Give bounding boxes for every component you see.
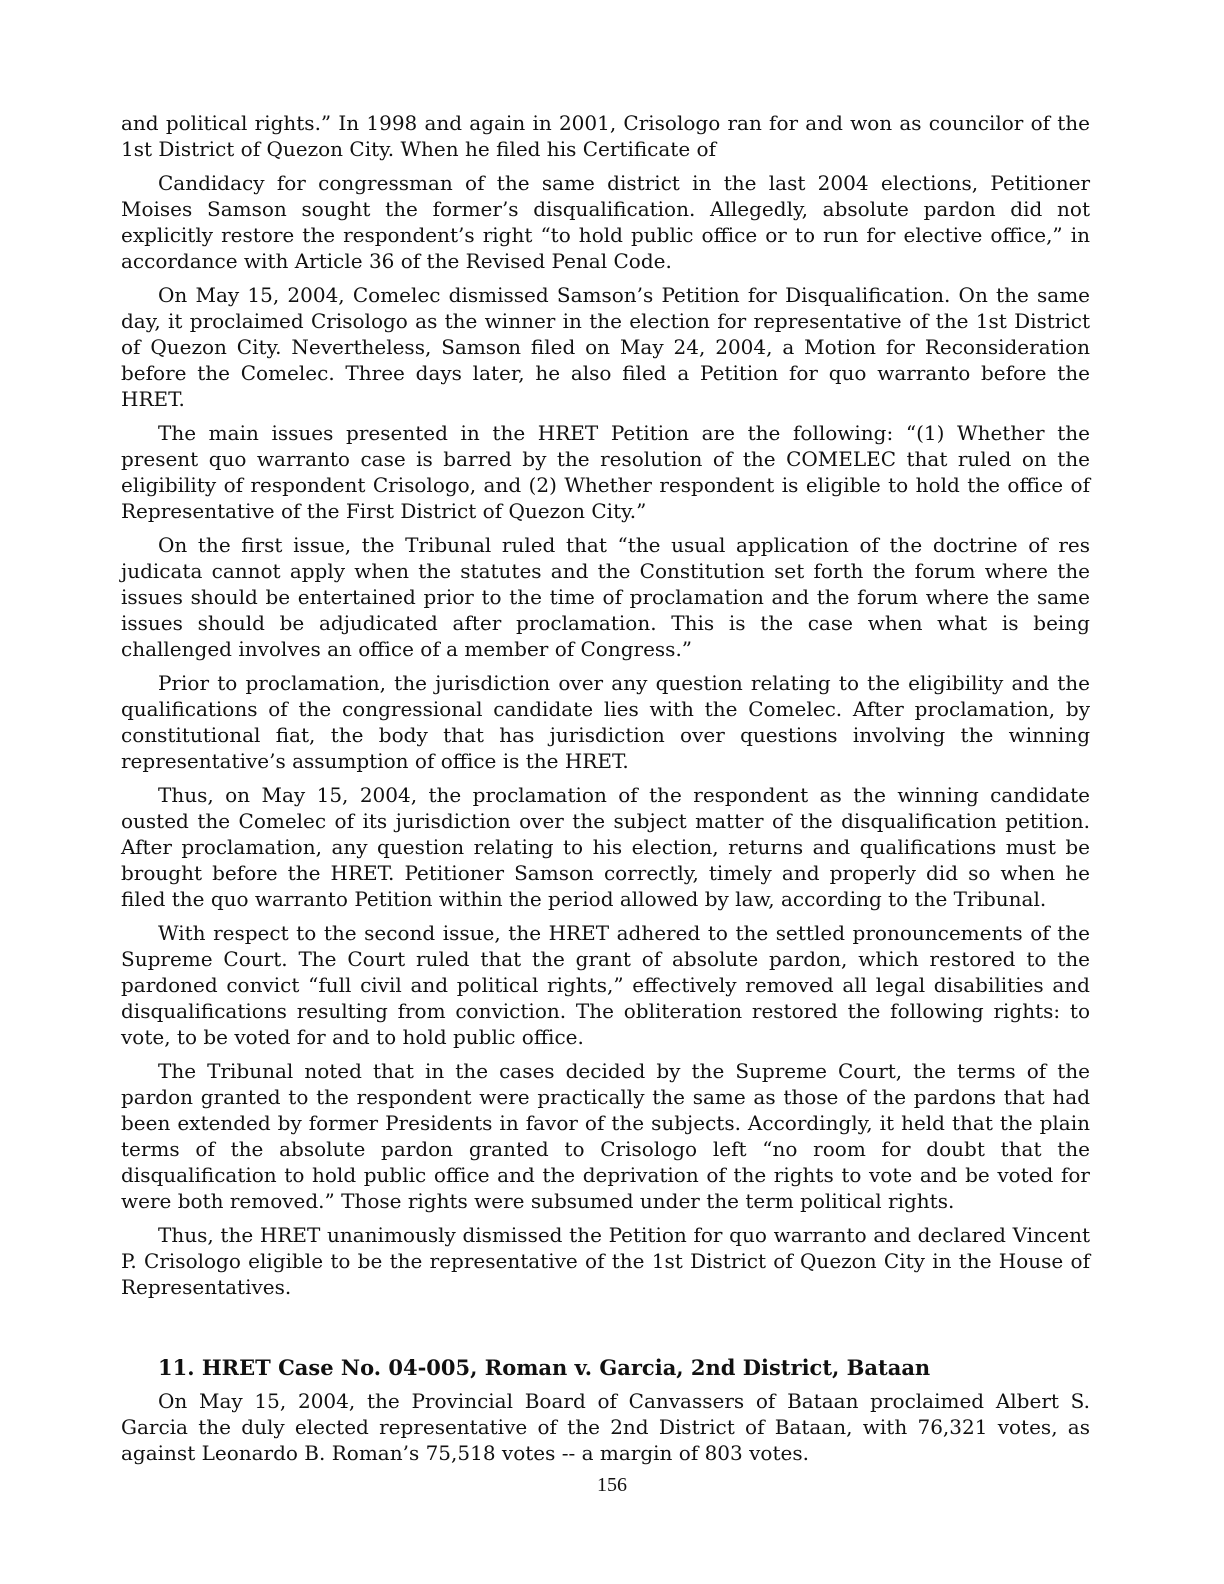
page-number: 156 <box>597 1474 627 1496</box>
section-paragraph: On May 15, 2004, the Provincial Board of Canvassers of Bataan proclaimed Albert S. Garcia the duly elected representative of the 2nd District of Bataan, with 76,321 votes, as against Leonardo B. Roman’s 75,518 votes -- a margin of 803 votes. <box>121 1389 1090 1465</box>
paragraph: On the first issue, the Tribunal ruled that “the usual application of the doctrine of res judicata cannot apply when the statutes and the Constitution set forth the forum where the issues should be entertained prior to the time of proclamation and the forum where the same issues should be adjudicated after proclamation. This is the case when what is being challenged involves an office of a member of Congress.” <box>121 533 1090 661</box>
document-page <box>121 110 1090 1474</box>
paragraph: Candidacy for congressman of the same district in the last 2004 elections, Petitioner Moises Samson sought the former’s disqualification. Allegedly, absolute pardon did not explicitly restore the respondent’s right “to hold public office or to run for elective office,” in accordance with Article 36 of the Revised Penal Code. <box>121 171 1090 273</box>
paragraph: On May 15, 2004, Comelec dismissed Samson’s Petition for Disqualification. On the same day, it proclaimed Crisologo as the winner in the election for representative of the 1st District of Quezon City. Nevertheless, Samson filed on May 24, 2004, a Motion for Reconsideration before the Comelec. Three days later, he also filed a Petition for quo warranto before the HRET. <box>121 283 1090 411</box>
paragraph: The Tribunal noted that in the cases decided by the Supreme Court, the terms of the pardon granted to the respondent were practically the same as those of the pardons that had been extended by former Presidents in favor of the subjects. Accordingly, it held that the plain terms of the absolute pardon granted to Crisologo left “no room for doubt that the disqualification to hold public office and the deprivation of the rights to vote and be voted for were both removed.” Those rights were subsumed under the term political rights. <box>121 1059 1090 1213</box>
paragraph: With respect to the second issue, the HRET adhered to the settled pronouncements of the Supreme Court. The Court ruled that the grant of absolute pardon, which restored to the pardoned convict “full civil and political rights,” effectively removed all legal disabilities and disqualifications resulting from conviction. The obliteration restored the following rights: to vote, to be voted for and to hold public office. <box>121 921 1090 1049</box>
paragraph: Thus, the HRET unanimously dismissed the Petition for quo warranto and declared Vincent P. Crisologo eligible to be the representative of the 1st District of Quezon City in the House of Representatives. <box>121 1223 1090 1299</box>
paragraph: Prior to proclamation, the jurisdiction over any question relating to the eligibility and the qualifications of the congressional candidate lies with the Comelec. After proclamation, by constitutional fiat, the body that has jurisdiction over questions involving the winning representative’s assumption of office is the HRET. <box>121 671 1090 773</box>
paragraph: Thus, on May 15, 2004, the proclamation of the respondent as the winning candidate ousted the Comelec of its jurisdiction over the subject matter of the disqualification petition. After proclamation, any question relating to his election, returns and qualifications must be brought before the HRET. Petitioner Samson correctly, timely and properly did so when he filed the quo warranto Petition within the period allowed by law, according to the Tribunal. <box>121 783 1090 911</box>
paragraph-continued: and political rights.” In 1998 and again in 2001, Crisologo ran for and won as councilor of the 1st District of Quezon City. When he filed his Certificate of <box>121 111 1090 161</box>
section-heading: 11. HRET Case No. 04-005, Roman v. Garcia, 2nd District, Bataan <box>158 1355 931 1380</box>
paragraph: The main issues presented in the HRET Petition are the following: “(1) Whether the present quo warranto case is barred by the resolution of the COMELEC that ruled on the eligibility of respondent Crisologo, and (2) Whether respondent is eligible to hold the office of Representative of the First District of Quezon City.” <box>121 421 1090 523</box>
